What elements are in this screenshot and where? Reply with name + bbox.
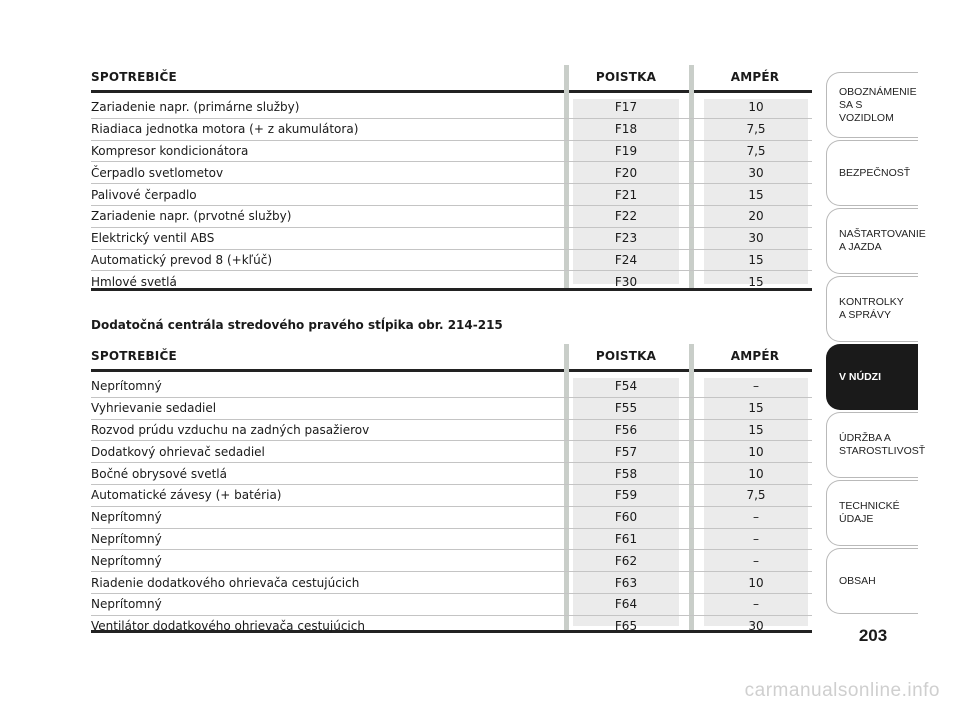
table-header — [91, 345, 812, 369]
header-fuse: POISTKA — [595, 349, 657, 363]
consumer-name: Elektrický ventil ABS — [91, 231, 215, 246]
chapter-tab[interactable]: ÚDRŽBA A STAROSTLIVOSŤ — [826, 412, 918, 478]
fuse-code: F19 — [614, 143, 638, 158]
ampere-value: – — [753, 531, 759, 546]
chapter-tab[interactable]: OBOZNÁMENIE SA S VOZIDLOM — [826, 72, 918, 138]
header-ampere: AMPÉR — [730, 349, 780, 363]
chapter-tab[interactable]: OBSAH — [826, 548, 918, 614]
ampere-value: 7,5 — [746, 488, 766, 503]
fuse-code: F60 — [614, 510, 638, 525]
table-row — [91, 271, 812, 292]
consumer-name: Neprítomný — [91, 597, 162, 612]
consumer-name: Zariadenie napr. (primárne služby) — [91, 100, 300, 115]
fuse-code: F18 — [614, 122, 638, 137]
fuse-code: F63 — [614, 575, 638, 590]
consumer-name: Hmlové svetlá — [91, 274, 177, 289]
ampere-value: 15 — [748, 401, 764, 416]
consumer-name: Neprítomný — [91, 531, 162, 546]
table-row — [91, 572, 812, 594]
table-body — [91, 93, 812, 288]
consumer-name: Vyhrievanie sedadiel — [91, 401, 217, 416]
table-row — [91, 616, 812, 637]
consumer-name: Neprítomný — [91, 510, 162, 525]
chapter-tab[interactable]: BEZPEČNOSŤ — [826, 140, 918, 206]
ampere-value: – — [753, 553, 759, 568]
chapter-tab[interactable]: TECHNICKÉ ÚDAJE — [826, 480, 918, 546]
fuse-code: F17 — [614, 100, 638, 115]
table-row — [91, 463, 812, 485]
table-row — [91, 398, 812, 420]
table-row — [91, 162, 812, 184]
chapter-tab[interactable]: KONTROLKY A SPRÁVY — [826, 276, 918, 342]
header-fuse: POISTKA — [595, 70, 657, 84]
chapter-tab[interactable]: V NÚDZI — [826, 344, 918, 410]
consumer-name: Riadiaca jednotka motora (+ z akumulátora) — [91, 122, 359, 137]
table-row — [91, 250, 812, 272]
consumer-name: Riadenie dodatkového ohrievača cestujúcich — [91, 575, 360, 590]
ampere-value: 10 — [748, 444, 764, 459]
fuse-code: F65 — [614, 619, 638, 634]
fuse-code: F55 — [614, 401, 638, 416]
table-row — [91, 594, 812, 616]
consumer-name: Neprítomný — [91, 379, 162, 394]
fuse-code: F22 — [614, 209, 638, 224]
consumer-name: Kompresor kondicionátora — [91, 143, 249, 158]
table-row — [91, 441, 812, 463]
fuse-code: F62 — [614, 553, 638, 568]
ampere-value: 20 — [748, 209, 764, 224]
table-row — [91, 184, 812, 206]
ampere-value: – — [753, 510, 759, 525]
header-ampere: AMPÉR — [730, 70, 780, 84]
fuse-code: F61 — [614, 531, 638, 546]
fuse-code: F57 — [614, 444, 638, 459]
fuse-code: F24 — [614, 252, 638, 267]
header-consumers: SPOTREBIČE — [91, 70, 177, 84]
chapter-tab[interactable]: NAŠTARTOVANIE A JAZDA — [826, 208, 918, 274]
ampere-value: 30 — [748, 231, 764, 246]
ampere-value: 10 — [748, 466, 764, 481]
table-body — [91, 372, 812, 634]
ampere-value: – — [753, 379, 759, 394]
ampere-value: 10 — [748, 100, 764, 115]
table-row — [91, 141, 812, 163]
consumer-name: Palivové čerpadlo — [91, 187, 197, 202]
page-number: 203 — [858, 626, 888, 645]
consumer-name: Automatické závesy (+ batéria) — [91, 488, 282, 503]
ampere-value: 30 — [748, 165, 764, 180]
ampere-value: 15 — [748, 187, 764, 202]
table-row — [91, 550, 812, 572]
table-row — [91, 97, 812, 119]
fuse-code: F64 — [614, 597, 638, 612]
table-row — [91, 485, 812, 507]
table-row — [91, 376, 812, 398]
fuse-code: F21 — [614, 187, 638, 202]
ampere-value: 7,5 — [746, 143, 766, 158]
fuse-code: F59 — [614, 488, 638, 503]
ampere-value: 15 — [748, 274, 764, 289]
ampere-value: 15 — [748, 422, 764, 437]
consumer-name: Automatický prevod 8 (+kľúč) — [91, 252, 273, 267]
table-header — [91, 66, 812, 90]
fuse-code: F54 — [614, 379, 638, 394]
table-row — [91, 119, 812, 141]
fuse-code: F30 — [614, 274, 638, 289]
table-row — [91, 529, 812, 551]
fuse-table-additional — [91, 345, 812, 633]
ampere-value: – — [753, 597, 759, 612]
section-title: Dodatočná centrála stredového pravého stĺpika obr. 214-215 — [91, 318, 503, 332]
fuse-code: F20 — [614, 165, 638, 180]
consumer-name: Rozvod prúdu vzduchu na zadných pasažierov — [91, 422, 370, 437]
consumer-name: Čerpadlo svetlometov — [91, 165, 224, 180]
consumer-name: Dodatkový ohrievač sedadiel — [91, 444, 265, 459]
ampere-value: 7,5 — [746, 122, 766, 137]
header-consumers: SPOTREBIČE — [91, 349, 177, 363]
consumer-name: Ventilátor dodatkového ohrievača cestujúcich — [91, 619, 365, 634]
fuse-code: F56 — [614, 422, 638, 437]
table-row — [91, 206, 812, 228]
table-row — [91, 228, 812, 250]
ampere-value: 10 — [748, 575, 764, 590]
ampere-value: 15 — [748, 252, 764, 267]
consumer-name: Bočné obrysové svetlá — [91, 466, 227, 481]
fuse-code: F58 — [614, 466, 638, 481]
consumer-name: Zariadenie napr. (prvotné služby) — [91, 209, 292, 224]
table-row — [91, 420, 812, 442]
watermark: carmanualsonline.info — [744, 680, 940, 701]
chapter-sidebar — [826, 72, 926, 616]
ampere-value: 30 — [748, 619, 764, 634]
fuse-code: F23 — [614, 231, 638, 246]
table-row — [91, 507, 812, 529]
fuse-table-main — [91, 66, 812, 291]
consumer-name: Neprítomný — [91, 553, 162, 568]
